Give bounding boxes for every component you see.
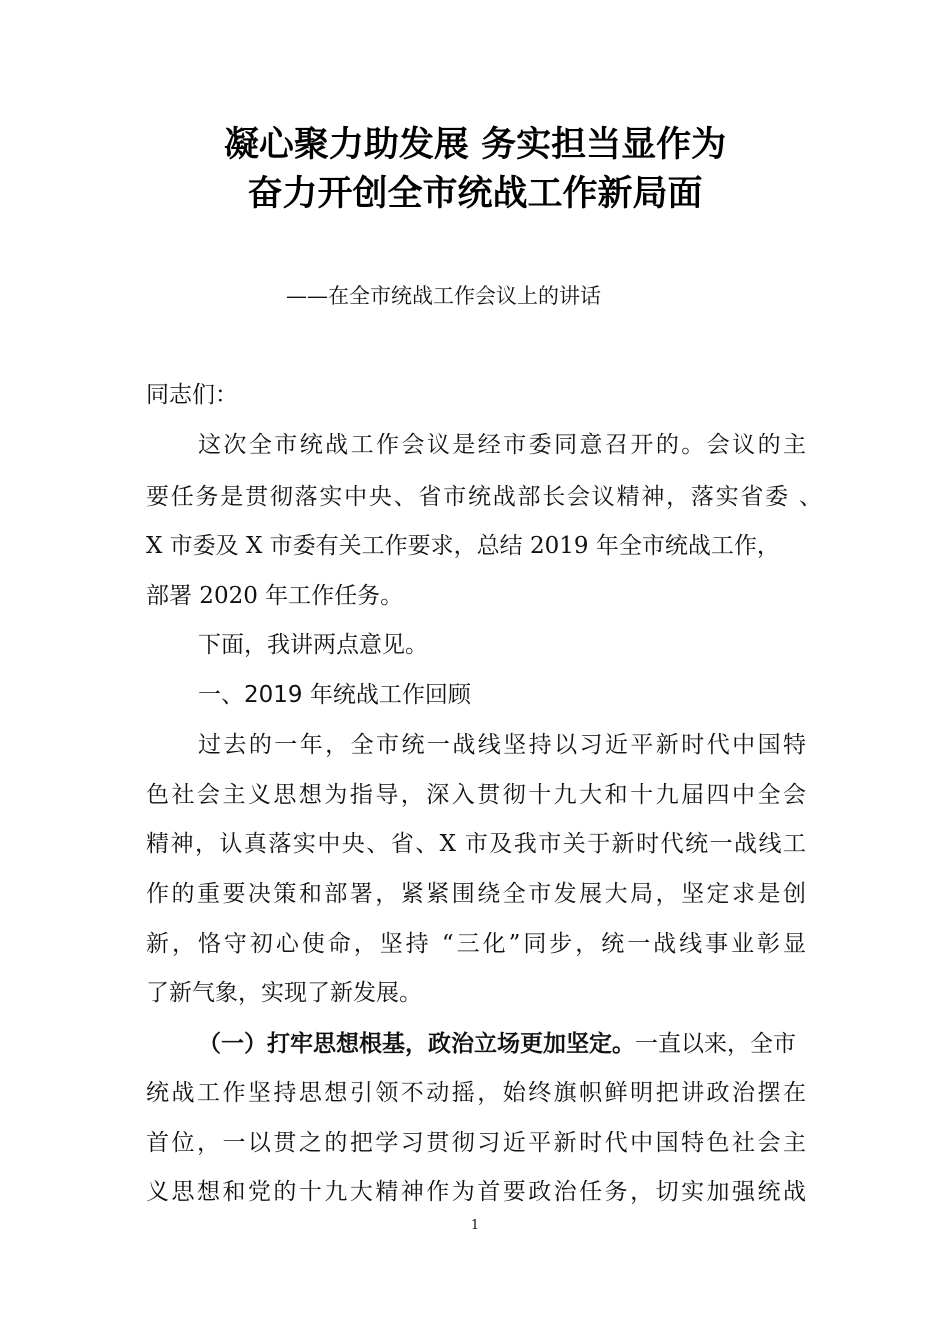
paragraph-4-lead-rest: 一直以来，全市 (635, 1031, 796, 1057)
paragraph-3-line-1: 过去的一年，全市统一战线坚持以习近平新时代中国特 (198, 732, 806, 758)
title-line-2: 奋力开创全市统战工作新局面 (247, 174, 703, 214)
paragraph-3-line-2: 色社会主义思想为指导，深入贯彻十九大和十九届四中全会 (146, 782, 806, 808)
paragraph-4-line-1 (198, 1032, 888, 1056)
subtitle: ——在全市统战工作会议上的讲话 (286, 284, 601, 308)
paragraph-1-line-3: X 市委及 X 市委有关工作要求，总结 2019 年全市统战工作， (146, 533, 780, 559)
page-number: 1 (470, 1218, 480, 1233)
paragraph-4-line-2: 统战工作坚持思想引领不动摇，始终旗帜鲜明把讲政治摆在 (146, 1080, 806, 1106)
paragraph-1-line-4: 部署 2020 年工作任务。 (146, 583, 404, 609)
paragraph-3-line-4: 作的重要决策和部署，紧紧围绕全市发展大局，坚定求是创 (146, 881, 806, 907)
title-line-1: 凝心聚力助发展 务实担当显作为 (223, 125, 727, 165)
paragraph-1-line-2: 要任务是贯彻落实中央、省市统战部长会议精神，落实省委 、 (146, 484, 822, 510)
paragraph-3-line-6: 了新气象，实现了新发展。 (146, 980, 422, 1006)
paragraph-4-line-3: 首位，一以贯之的把学习贯彻习近平新时代中国特色社会主 (146, 1130, 806, 1156)
paragraph-2: 下面，我讲两点意见。 (198, 632, 428, 658)
greeting: 同志们： (146, 382, 238, 408)
paragraph-4-lead: （一）打牢思想根基，政治立场更加坚定。 (198, 1030, 635, 1057)
paragraph-4-line-4: 义思想和党的十九大精神作为首要政治任务，切实加强统战 (146, 1179, 806, 1205)
paragraph-3-line-5: 新，恪守初心使命，坚持 “三化”同步，统一战线事业彰显 (146, 931, 806, 957)
paragraph-1-line-1: 这次全市统战工作会议是经市委同意召开的。会议的主 (198, 432, 806, 458)
paragraph-3-line-3: 精神，认真落实中央、省、X 市及我市关于新时代统一战线工 (146, 831, 806, 857)
section-heading-1: 一、2019 年统战工作回顾 (198, 682, 471, 708)
